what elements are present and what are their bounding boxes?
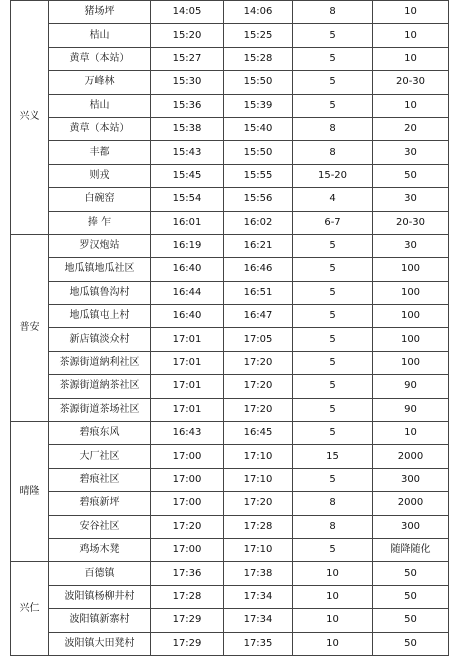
table-row (11, 258, 449, 281)
depart-time-cell: 15:50 (224, 71, 293, 94)
table-row (11, 375, 449, 398)
interval-cell: 5 (293, 538, 373, 561)
arrive-time-cell: 17:28 (151, 585, 224, 608)
region-cell: 晴隆 (11, 422, 49, 562)
passengers-cell: 50 (373, 562, 449, 585)
passengers-cell: 300 (373, 468, 449, 491)
arrive-time-cell: 16:19 (151, 234, 224, 257)
arrive-time-cell: 17:00 (151, 468, 224, 491)
station-cell: 鸡场木凳 (49, 538, 151, 561)
passengers-cell: 100 (373, 351, 449, 374)
interval-cell: 15-20 (293, 164, 373, 187)
interval-cell: 5 (293, 305, 373, 328)
interval-cell: 5 (293, 24, 373, 47)
table-row (11, 351, 449, 374)
arrive-time-cell: 15:54 (151, 188, 224, 211)
arrive-time-cell: 17:20 (151, 515, 224, 538)
passengers-cell: 随降随化 (373, 538, 449, 561)
arrive-time-cell: 17:00 (151, 538, 224, 561)
station-cell: 新店镇淡众村 (49, 328, 151, 351)
region-cell: 兴义 (11, 1, 49, 235)
passengers-cell: 50 (373, 609, 449, 632)
station-cell: 地瓜镇鲁沟村 (49, 281, 151, 304)
station-cell: 茶源街道納利社区 (49, 351, 151, 374)
interval-cell: 10 (293, 585, 373, 608)
table-row (11, 445, 449, 468)
passengers-cell: 100 (373, 328, 449, 351)
station-cell: 波阳镇杨柳井村 (49, 585, 151, 608)
table-row (11, 24, 449, 47)
arrive-time-cell: 17:00 (151, 492, 224, 515)
depart-time-cell: 15:39 (224, 94, 293, 117)
interval-cell: 8 (293, 515, 373, 538)
arrive-time-cell: 17:36 (151, 562, 224, 585)
depart-time-cell: 17:28 (224, 515, 293, 538)
passengers-cell: 10 (373, 24, 449, 47)
interval-cell: 6-7 (293, 211, 373, 234)
interval-cell: 5 (293, 71, 373, 94)
interval-cell: 5 (293, 94, 373, 117)
depart-time-cell: 17:34 (224, 585, 293, 608)
depart-time-cell: 16:51 (224, 281, 293, 304)
arrive-time-cell: 16:44 (151, 281, 224, 304)
interval-cell: 15 (293, 445, 373, 468)
table-row (11, 211, 449, 234)
interval-cell: 10 (293, 562, 373, 585)
passengers-cell: 30 (373, 141, 449, 164)
station-cell: 地瓜镇地瓜社区 (49, 258, 151, 281)
station-cell: 桔山 (49, 24, 151, 47)
passengers-cell: 30 (373, 188, 449, 211)
arrive-time-cell: 17:29 (151, 609, 224, 632)
arrive-time-cell: 15:20 (151, 24, 224, 47)
depart-time-cell: 17:05 (224, 328, 293, 351)
depart-time-cell: 17:10 (224, 538, 293, 561)
depart-time-cell: 17:10 (224, 468, 293, 491)
passengers-cell: 50 (373, 632, 449, 655)
station-cell: 地瓜镇屯上村 (49, 305, 151, 328)
depart-time-cell: 17:20 (224, 375, 293, 398)
depart-time-cell: 16:02 (224, 211, 293, 234)
depart-time-cell: 17:20 (224, 398, 293, 421)
interval-cell: 8 (293, 1, 373, 24)
table-row (11, 328, 449, 351)
passengers-cell: 10 (373, 1, 449, 24)
depart-time-cell: 15:25 (224, 24, 293, 47)
schedule-table (10, 0, 449, 656)
passengers-cell: 50 (373, 585, 449, 608)
passengers-cell: 20-30 (373, 211, 449, 234)
interval-cell: 5 (293, 281, 373, 304)
station-cell: 丰都 (49, 141, 151, 164)
passengers-cell: 100 (373, 281, 449, 304)
table-row (11, 515, 449, 538)
table-row (11, 538, 449, 561)
arrive-time-cell: 15:30 (151, 71, 224, 94)
table-row (11, 1, 449, 24)
depart-time-cell: 15:56 (224, 188, 293, 211)
passengers-cell: 10 (373, 47, 449, 70)
station-cell: 波阳镇大田凳村 (49, 632, 151, 655)
passengers-cell: 20-30 (373, 71, 449, 94)
interval-cell: 8 (293, 141, 373, 164)
depart-time-cell: 17:20 (224, 492, 293, 515)
station-cell: 白碗窑 (49, 188, 151, 211)
table-row (11, 422, 449, 445)
table-row (11, 94, 449, 117)
table-row (11, 562, 449, 585)
table-row (11, 188, 449, 211)
depart-time-cell: 15:40 (224, 117, 293, 140)
interval-cell: 5 (293, 351, 373, 374)
station-cell: 碧痕东风 (49, 422, 151, 445)
depart-time-cell: 15:55 (224, 164, 293, 187)
station-cell: 大厂社区 (49, 445, 151, 468)
station-cell: 则戎 (49, 164, 151, 187)
depart-time-cell: 17:38 (224, 562, 293, 585)
station-cell: 茶源街道茶场社区 (49, 398, 151, 421)
passengers-cell: 90 (373, 398, 449, 421)
arrive-time-cell: 17:29 (151, 632, 224, 655)
region-cell: 普安 (11, 234, 49, 421)
passengers-cell: 100 (373, 258, 449, 281)
table-row (11, 305, 449, 328)
station-cell: 万峰林 (49, 71, 151, 94)
depart-time-cell: 16:46 (224, 258, 293, 281)
station-cell: 桔山 (49, 94, 151, 117)
depart-time-cell: 16:45 (224, 422, 293, 445)
table-row (11, 632, 449, 655)
arrive-time-cell: 16:40 (151, 258, 224, 281)
interval-cell: 5 (293, 328, 373, 351)
arrive-time-cell: 15:38 (151, 117, 224, 140)
depart-time-cell: 14:06 (224, 1, 293, 24)
interval-cell: 4 (293, 188, 373, 211)
interval-cell: 5 (293, 375, 373, 398)
depart-time-cell: 17:34 (224, 609, 293, 632)
table-row (11, 234, 449, 257)
depart-time-cell: 17:10 (224, 445, 293, 468)
arrive-time-cell: 15:36 (151, 94, 224, 117)
arrive-time-cell: 16:43 (151, 422, 224, 445)
interval-cell: 5 (293, 422, 373, 445)
passengers-cell: 20 (373, 117, 449, 140)
arrive-time-cell: 15:45 (151, 164, 224, 187)
interval-cell: 10 (293, 609, 373, 632)
table-row (11, 117, 449, 140)
interval-cell: 5 (293, 258, 373, 281)
station-cell: 碧痕社区 (49, 468, 151, 491)
depart-time-cell: 15:28 (224, 47, 293, 70)
interval-cell: 5 (293, 47, 373, 70)
arrive-time-cell: 15:43 (151, 141, 224, 164)
region-cell: 兴仁 (11, 562, 49, 656)
passengers-cell: 2000 (373, 492, 449, 515)
depart-time-cell: 16:21 (224, 234, 293, 257)
arrive-time-cell: 16:01 (151, 211, 224, 234)
table-row (11, 398, 449, 421)
schedule-table-body (11, 1, 449, 656)
table-row (11, 47, 449, 70)
table-row (11, 71, 449, 94)
station-cell: 碧痕新坪 (49, 492, 151, 515)
passengers-cell: 300 (373, 515, 449, 538)
table-row (11, 281, 449, 304)
arrive-time-cell: 17:01 (151, 375, 224, 398)
arrive-time-cell: 15:27 (151, 47, 224, 70)
passengers-cell: 2000 (373, 445, 449, 468)
arrive-time-cell: 16:40 (151, 305, 224, 328)
interval-cell: 5 (293, 468, 373, 491)
arrive-time-cell: 17:01 (151, 328, 224, 351)
passengers-cell: 100 (373, 305, 449, 328)
station-cell: 猪场坪 (49, 1, 151, 24)
interval-cell: 10 (293, 632, 373, 655)
table-row (11, 468, 449, 491)
station-cell: 黄草（本站） (49, 47, 151, 70)
station-cell: 波阳镇新寨村 (49, 609, 151, 632)
station-cell: 黄草（本站） (49, 117, 151, 140)
passengers-cell: 90 (373, 375, 449, 398)
station-cell: 茶源街道納茶社区 (49, 375, 151, 398)
arrive-time-cell: 17:00 (151, 445, 224, 468)
arrive-time-cell: 17:01 (151, 351, 224, 374)
depart-time-cell: 17:35 (224, 632, 293, 655)
station-cell: 安谷社区 (49, 515, 151, 538)
depart-time-cell: 15:50 (224, 141, 293, 164)
arrive-time-cell: 17:01 (151, 398, 224, 421)
interval-cell: 8 (293, 492, 373, 515)
depart-time-cell: 16:47 (224, 305, 293, 328)
interval-cell: 8 (293, 117, 373, 140)
station-cell: 百德镇 (49, 562, 151, 585)
table-row (11, 609, 449, 632)
passengers-cell: 50 (373, 164, 449, 187)
depart-time-cell: 17:20 (224, 351, 293, 374)
passengers-cell: 30 (373, 234, 449, 257)
passengers-cell: 10 (373, 422, 449, 445)
passengers-cell: 10 (373, 94, 449, 117)
arrive-time-cell: 14:05 (151, 1, 224, 24)
table-row (11, 492, 449, 515)
interval-cell: 5 (293, 234, 373, 257)
interval-cell: 5 (293, 398, 373, 421)
station-cell: 罗汉炮站 (49, 234, 151, 257)
table-row (11, 164, 449, 187)
table-row (11, 141, 449, 164)
table-row (11, 585, 449, 608)
station-cell: 捧 乍 (49, 211, 151, 234)
